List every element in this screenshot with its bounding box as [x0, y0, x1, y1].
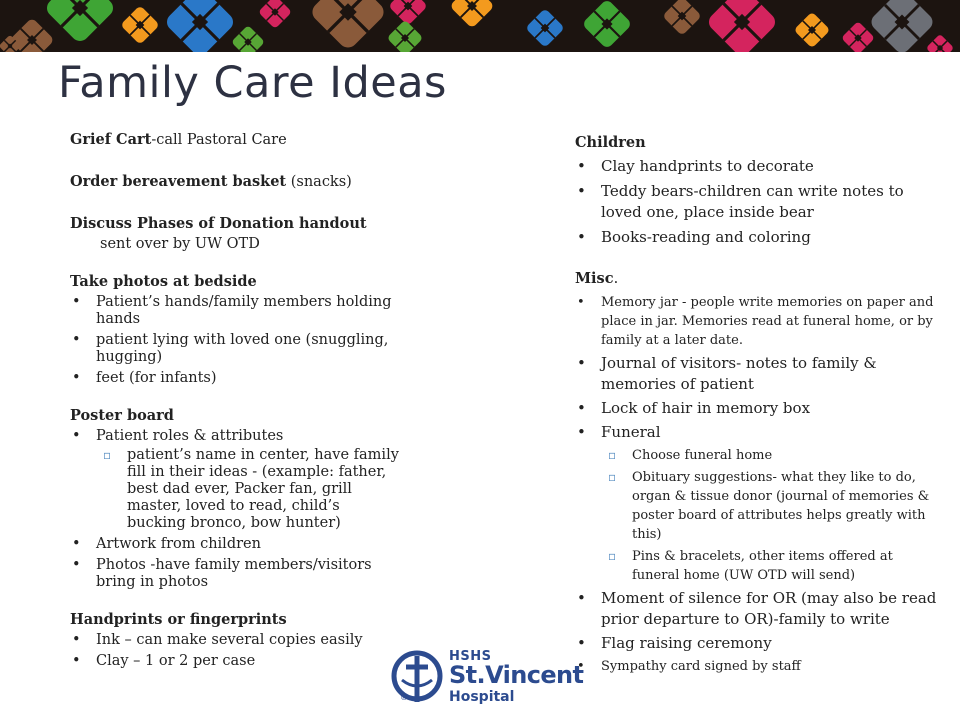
- list-item: • Journal of visitors- notes to family & memories of patient: [575, 353, 940, 395]
- handprints-list: [70, 632, 400, 670]
- hospital-logo: [390, 645, 584, 707]
- list-item: • Teddy bears-children can write notes to loved one, place inside bear: [575, 181, 940, 223]
- list-item: • patient lying with loved one (snuggling, hugging): [70, 332, 400, 366]
- logo-line-3: Hospital: [449, 689, 515, 705]
- bereavement-basket-label: Order bereavement basket: [70, 173, 287, 190]
- right-column: [575, 134, 940, 676]
- list-item: • Books-reading and coloring: [575, 227, 940, 248]
- list-item: • Patient’s hands/family members holding hands: [70, 294, 400, 328]
- logo-registered-mark: ®: [400, 693, 408, 702]
- list-item: • Ink – can make several copies easily: [70, 632, 400, 649]
- list-item-label: Funeral: [601, 423, 661, 441]
- list-item: • Flag raising ceremony: [575, 633, 940, 654]
- list-item: • Clay handprints to decorate: [575, 156, 940, 177]
- children-list: [575, 156, 940, 248]
- photos-list: [70, 294, 400, 387]
- donation-handout-detail: sent over by UW OTD: [100, 236, 260, 252]
- grief-cart-detail: -call Pastoral Care: [151, 132, 287, 148]
- handprints-heading: Handprints or fingerprints: [70, 611, 287, 628]
- list-item-label: Patient roles & attributes: [96, 428, 284, 444]
- grief-cart-label: Grief Cart: [70, 131, 152, 148]
- misc-heading-label: Misc: [575, 270, 614, 287]
- poster-board-heading: Poster board: [70, 407, 174, 424]
- bereavement-basket-detail: (snacks): [286, 174, 352, 190]
- photos-heading: Take photos at bedside: [70, 273, 257, 290]
- misc-list: [575, 293, 940, 676]
- sub-list-item: ▫ patient’s name in center, have family fill in their ideas - (example: father, best dad ever, Packer fan, grill master, loved to read, child’s bucking bronco, bow hunter): [96, 447, 400, 532]
- funeral-sub-list: [601, 446, 940, 585]
- list-item: • feet (for infants): [70, 370, 400, 387]
- list-item: • Memory jar - people write memories on paper and place in jar. Memories read at funeral home, or by family at a later date.: [575, 293, 940, 350]
- decorative-banner: [0, 0, 960, 52]
- list-item: • Artwork from children: [70, 536, 400, 553]
- misc-heading-period: .: [613, 271, 619, 287]
- poster-board-list: [70, 428, 400, 591]
- misc-heading: [575, 270, 940, 288]
- list-item: • Sympathy card signed by staff: [575, 657, 940, 676]
- children-heading: Children: [575, 134, 646, 151]
- logo-line-2: St.Vincent: [449, 661, 584, 689]
- list-item: • Moment of silence for OR (may also be read prior departure to OR)-family to write: [575, 588, 940, 630]
- list-item: • Lock of hair in memory box: [575, 398, 940, 419]
- list-item: [70, 428, 400, 532]
- grief-cart-line: [70, 131, 400, 149]
- cross-in-circle-icon: [390, 647, 446, 707]
- list-item: [575, 422, 940, 585]
- list-item: • Clay – 1 or 2 per case: [70, 653, 400, 670]
- slide-title: Family Care Ideas: [58, 58, 447, 108]
- left-column: [70, 131, 400, 670]
- bereavement-basket-line: [70, 173, 400, 191]
- donation-handout-label: Discuss Phases of Donation handout: [70, 215, 367, 232]
- logo-line-1: HSHS: [449, 649, 492, 664]
- sub-list-item: ▫ Choose funeral home: [601, 446, 940, 465]
- sub-list-item: ▫ Pins & bracelets, other items offered at funeral home (UW OTD will send): [601, 547, 940, 585]
- poster-sub-list: [96, 447, 400, 532]
- sub-list-item: ▫ Obituary suggestions- what they like to do, organ & tissue donor (journal of memories & poster board of attributes helps greatly with this): [601, 468, 940, 544]
- list-item: • Photos -have family members/visitors bring in photos: [70, 557, 400, 591]
